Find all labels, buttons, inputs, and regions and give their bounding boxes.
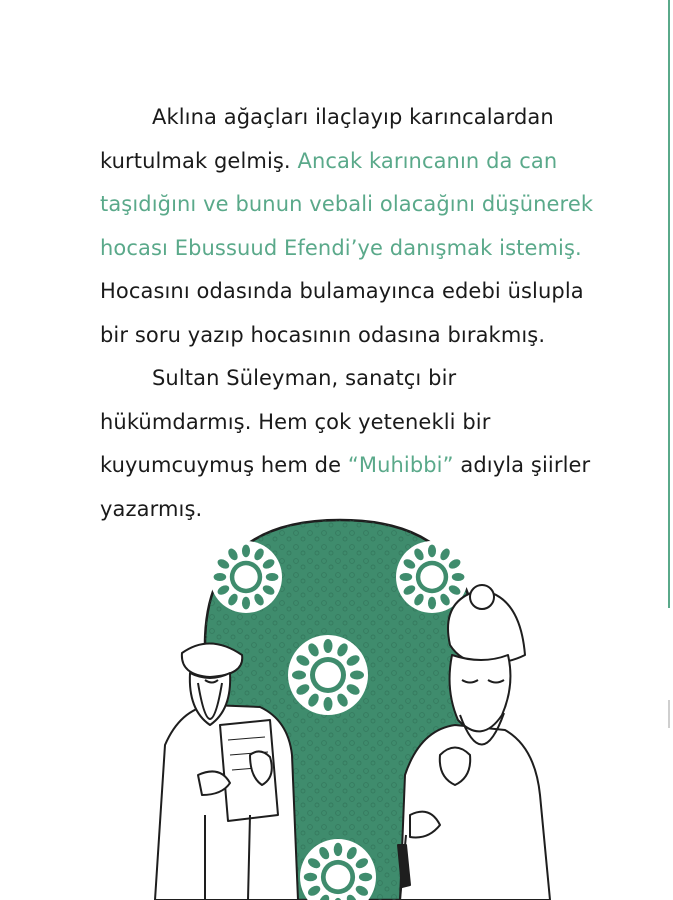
- paragraph2-line3: [100, 444, 591, 488]
- pen-name-muhibbi: “Muhibbi”: [347, 453, 454, 477]
- page-edge-mark: [668, 700, 670, 728]
- paragraph1-line2-plain: kurtulmak gelmiş.: [100, 148, 291, 173]
- paragraph1-line1: Aklına ağaçları ilaçlayıp karıncalardan: [152, 105, 554, 129]
- paragraph1-line5: Hocasını odasında bulamayınca edebi üslupla: [100, 279, 584, 303]
- paragraph1-line2-highlight: Ancak karıncanın da can: [290, 148, 558, 173]
- paragraph2-line2: hükümdarmış. Hem çok yetenekli bir: [100, 409, 491, 434]
- paragraph2-line1: Sultan Süleyman, sanatçı bir: [152, 366, 457, 390]
- paragraph2-line3-after: adıyla şiirler: [453, 453, 591, 477]
- paragraph1-line6: bir soru yazıp hocasının odasına bırakmış.: [100, 322, 546, 347]
- story-text: [100, 96, 594, 531]
- paragraph1-line3: taşıdığını ve bunun vebali olacağını düşünerek: [100, 192, 594, 216]
- page-edge-accent-line: [668, 0, 670, 608]
- paragraph1-line2: [100, 140, 580, 184]
- paragraph1-line4: hocası Ebussuud Efendi’ye danışmak istemiş.: [100, 235, 582, 260]
- paragraph2-line3-before: kuyumcuymuş hem de: [100, 453, 348, 477]
- paragraph2-line4: yazarmış.: [100, 496, 203, 521]
- two-scholars-before-green-arch-illustration: [110, 515, 570, 900]
